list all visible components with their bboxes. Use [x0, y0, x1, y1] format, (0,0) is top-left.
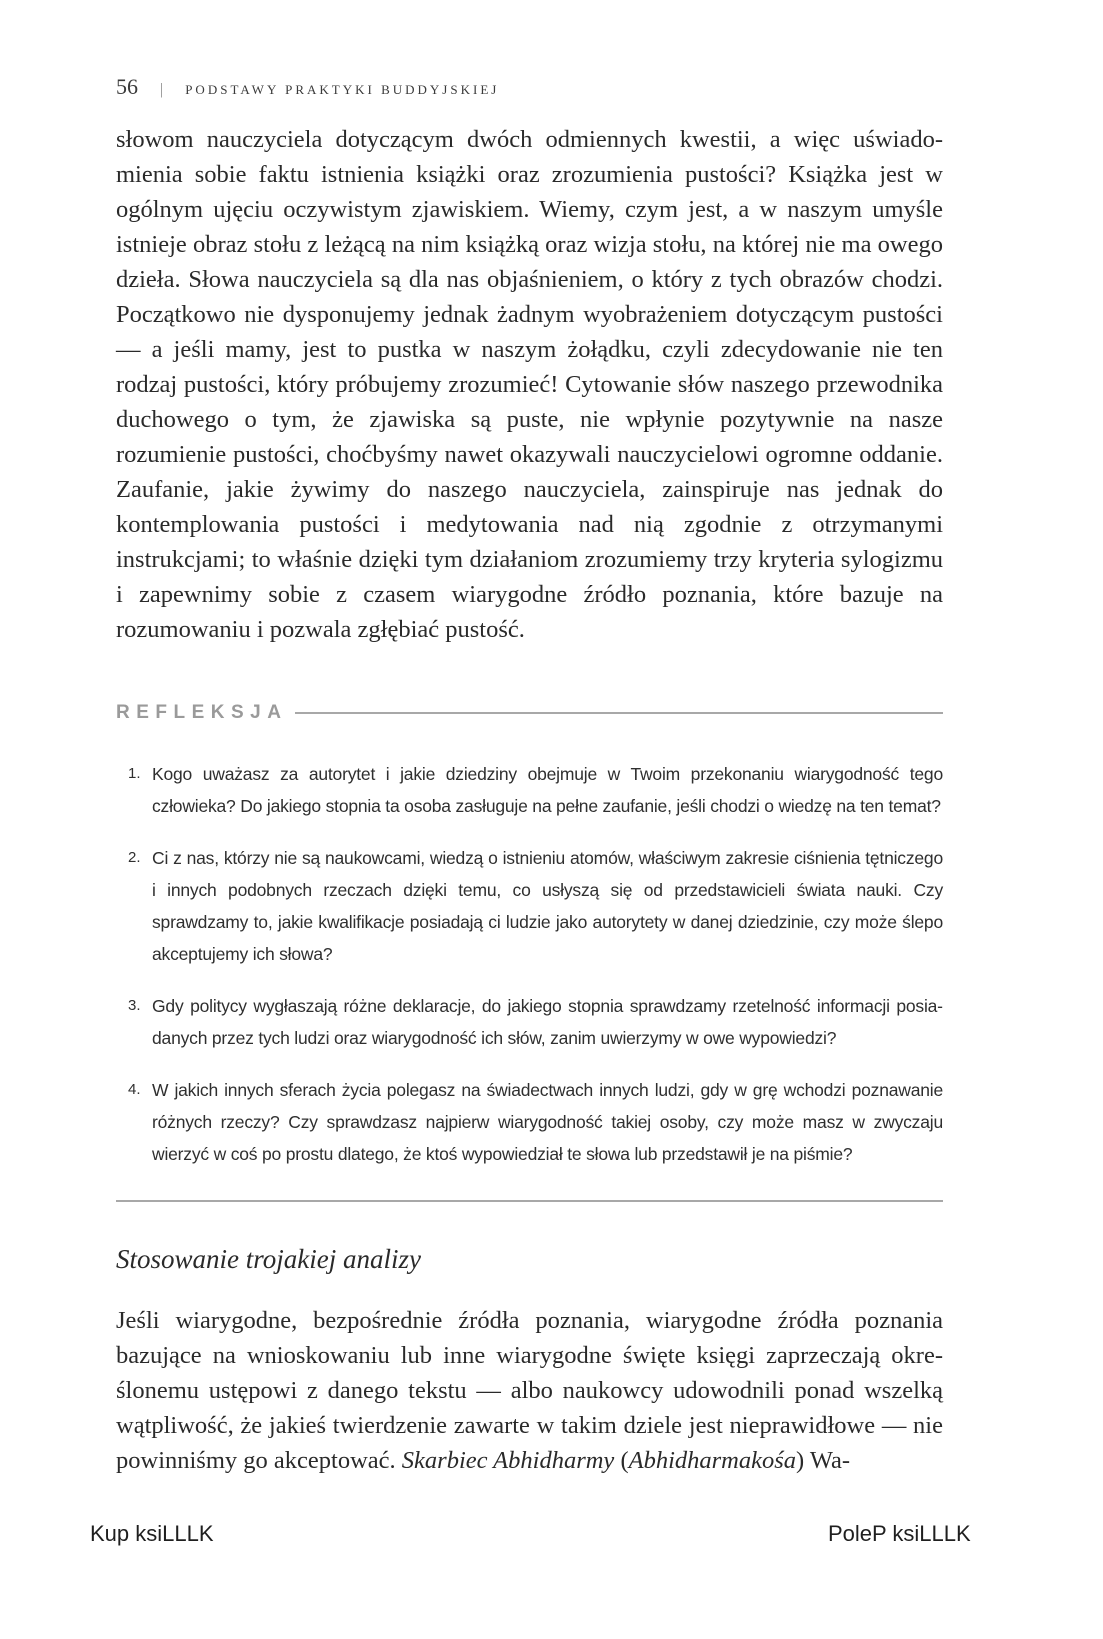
- paragraph-2-paren-open: (: [614, 1447, 629, 1474]
- refleksja-label: REFLEKSJA: [116, 702, 288, 723]
- question-number: 4.: [128, 1081, 141, 1098]
- body-paragraph-1: słowom nauczyciela dotyczącym dwóch odmiennych kwestii, a więc uświadomienia sobie faktu istnienia książki oraz zrozumienia pustości? Książka jest w ogólnym ujęciu oczywistym zjawiskiem. Wiemy, czym jest, a w naszym umyśle istnieje obraz stołu z leżącą na nim książką oraz wizja stołu, na której nie ma owego dzieła. Słowa nauczyciela są dla nas objaśnieniem, o który z tych obrazów chodzi. Początkowo nie dysponujemy jednak żadnym wyobrażeniem dotyczącym pustości — a jeśli mamy, jest to pustka w naszym żołądku, czyli zdecydowanie nie ten rodzaj pustości, który próbujemy zrozumieć! Cytowanie słów naszego przewodnika duchowego o tym, że zjawiska są puste, nie wpłynie pozytywnie na nasze rozumienie pustości, choćbyśmy nawet okazywali nauczycielowi ogromne oddanie. Zaufanie, jakie żywimy do naszego nauczyciela, zainspiruje nas jednak do kontemplowania pustości i medytowania nad nią zgodnie z otrzymanymi instrukcjami; to właśnie dzięki tym działaniom zrozumiemy trzy kryteria sylogizmu i zapewnimy sobie z czasem wiarygodne źródło poznania, które bazuje na rozumowaniu i pozwala zgłębiać pustość.: [116, 126, 943, 643]
- question-text: Kogo uważasz za autorytet i jakie dziedziny obejmuje w Twoim przekonaniu wiarygodność tego człowieka? Do jakiego stopnia ta osoba zasługuje na pełne zaufanie, jeśli chodzi o wiedzę na ten temat?: [152, 764, 943, 816]
- running-head: [116, 74, 499, 100]
- question-number: 1.: [128, 765, 141, 782]
- refleksja-divider: [295, 712, 943, 714]
- question-text: Gdy politycy wygłaszają różne deklaracje, do jakiego stopnia sprawdzamy rzetelność informacji posiadanych przez tych ludzi oraz wiarygodność ich słów, zanim uwierzymy w owe wypowiedzi?: [152, 996, 943, 1048]
- section-heading: Stosowanie trojakiej analizy: [116, 1244, 421, 1274]
- question-text: Ci z nas, którzy nie są naukowcami, wiedzą o istnieniu atomów, właściwym zakresie ciśnienia tętniczego i innych podobnych rzeczach dzięki temu, co usłyszą się od przedstawicieli świata nauki. Czy sprawdzamy to, jakie kwalifikacje posiadają ci ludzie jako autorytety w danej dziedzinie, czy może ślepo akceptujemy ich słowa?: [152, 848, 943, 964]
- question-item: [128, 758, 943, 822]
- question-text: W jakich innych sferach życia polegasz na świadectwach innych ludzi, gdy w grę wchodzi poznawanie różnych rzeczy? Czy sprawdzasz najpierw wiarygodność takiej osoby, czy może masz w zwyczaju wierzyć w coś po prostu dlatego, że ktoś wypowiedział te słowa lub przedstawił je na piśmie?: [152, 1080, 943, 1164]
- paragraph-2-tail: ) Wa-: [796, 1447, 851, 1474]
- running-head-title: PODSTAWY PRAKTYKI BUDDYJSKIEJ: [185, 82, 500, 97]
- question-item: [128, 1074, 943, 1170]
- refleksja-header: [116, 702, 943, 724]
- paragraph-2-text: Jeśli wiarygodne, bezpośrednie źródła poznania, wiarygodne źródła poznania bazujące na wnioskowaniu lub inne wiarygodne święte księgi zaprzeczają określonemu ustępowi z danego tekstu — albo naukowcy udowodnili ponad wszelką wątpliwość, że jakieś twierdzenie zawarte w takim dziele jest nieprawidłowe — nie powinniśmy go akceptować.: [116, 1307, 943, 1474]
- refleksja-questions: [128, 758, 943, 1190]
- question-number: 2.: [128, 849, 141, 866]
- question-number: 3.: [128, 997, 141, 1014]
- page-number: 56: [116, 74, 138, 99]
- book-title-original-italic: Abhidharmakośa: [628, 1447, 797, 1474]
- question-item: [128, 842, 943, 970]
- body-paragraph-2: [116, 1303, 943, 1478]
- recommend-book-link[interactable]: PoleP ksiLLLK: [828, 1521, 971, 1546]
- refleksja-bottom-divider: [116, 1200, 943, 1202]
- running-head-separator: |: [160, 81, 164, 98]
- book-title-italic: Skarbiec Abhidharmy: [401, 1447, 615, 1474]
- buy-book-link[interactable]: Kup ksiLLLK: [90, 1521, 214, 1546]
- question-item: [128, 990, 943, 1054]
